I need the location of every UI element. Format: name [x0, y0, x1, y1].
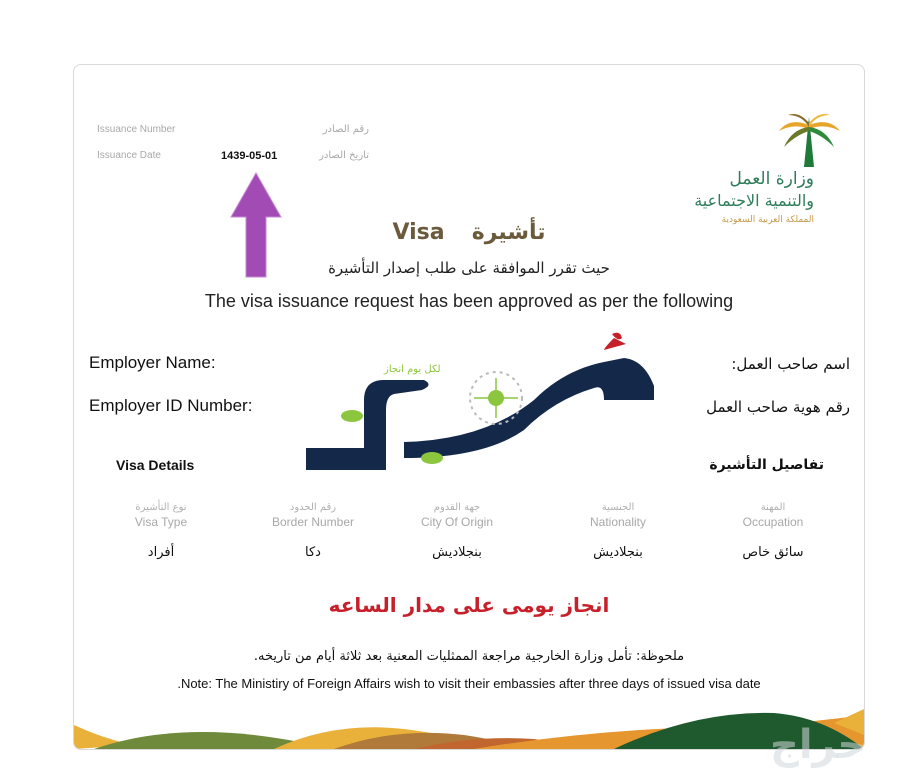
nationality-label-ar: الجنسية — [601, 502, 635, 513]
subtitle-en: The visa issuance request has been approved as per the following — [204, 291, 734, 311]
employer-name-label: Employer Name: — [89, 353, 216, 372]
palm-logo-icon — [774, 107, 844, 177]
issuance-number-label: Issuance Number — [97, 124, 176, 135]
visa-type-label-ar: نوع التأشيرة — [135, 502, 187, 513]
nationality-label: Nationality — [589, 515, 647, 529]
nationality-value: بنجلاديش — [593, 545, 643, 560]
ministry-name-line1: وزارة العمل — [729, 169, 814, 189]
employer-id-label: Employer ID Number: — [89, 396, 253, 415]
issuance-number-label-ar: رقم الصادر — [322, 124, 369, 135]
page-title — [74, 220, 864, 245]
visa-details-heading-ar: تفاصيل التأشيرة — [709, 457, 824, 473]
note-ar: ملحوظة: تأمل وزارة الخارجية مراجعة الممثليات المعنية بعد ثلاثة أيام من تاريخه. — [253, 649, 685, 664]
issuance-date-value: 1439-05-01 — [221, 150, 278, 162]
visa-details-heading: Visa Details — [116, 457, 195, 473]
border-number-label: Border Number — [271, 515, 355, 529]
hills-decoration — [74, 705, 864, 749]
visa-type-label: Visa Type — [134, 515, 188, 529]
subtitle-ar: حيث تقرر الموافقة على طلب إصدار التأشيرة — [328, 259, 610, 277]
promo-text: انجاز يومى على مدار الساعه — [328, 593, 610, 617]
title-ar: تأشيرة — [471, 220, 546, 245]
nationality-column — [553, 502, 683, 560]
occupation-label: Occupation — [742, 515, 804, 529]
border-number-column — [248, 502, 378, 560]
visa-type-value: أفراد — [147, 545, 175, 560]
city-of-origin-label: City Of Origin — [420, 515, 493, 529]
border-number-value: دكا — [305, 545, 321, 560]
occupation-column — [708, 502, 838, 560]
issuance-date-label-ar: تاريخ الصادر — [319, 150, 369, 161]
brand-overlay-logo — [304, 330, 664, 478]
employer-name-label-ar: اسم صاحب العمل: — [731, 355, 850, 373]
occupation-label-ar: المهنة — [760, 502, 786, 513]
haraj-watermark: حراج — [770, 722, 867, 768]
border-number-label-ar: رقم الحدود — [289, 502, 337, 513]
visa-document — [73, 64, 865, 750]
employer-id-label-ar: رقم هوية صاحب العمل — [706, 398, 850, 416]
issuance-date-label: Issuance Date — [97, 150, 161, 161]
city-of-origin-value: بنجلاديش — [432, 545, 482, 560]
city-of-origin-column — [392, 502, 522, 560]
city-of-origin-label-ar: جهة القدوم — [433, 502, 481, 513]
svg-text:لكل يوم انجاز: لكل يوم انجاز — [384, 364, 441, 375]
title-en: Visa — [392, 220, 445, 245]
occupation-value: سائق خاص — [742, 545, 804, 560]
ministry-country: المملكة العربية السعودية — [721, 215, 814, 225]
note-en: .Note: The Ministiry of Foreign Affairs wish to visit their embassies after three days of issued visa date — [177, 676, 761, 691]
visa-type-column — [96, 502, 226, 560]
ministry-name-line2: والتنمية الاجتماعية — [694, 191, 814, 210]
